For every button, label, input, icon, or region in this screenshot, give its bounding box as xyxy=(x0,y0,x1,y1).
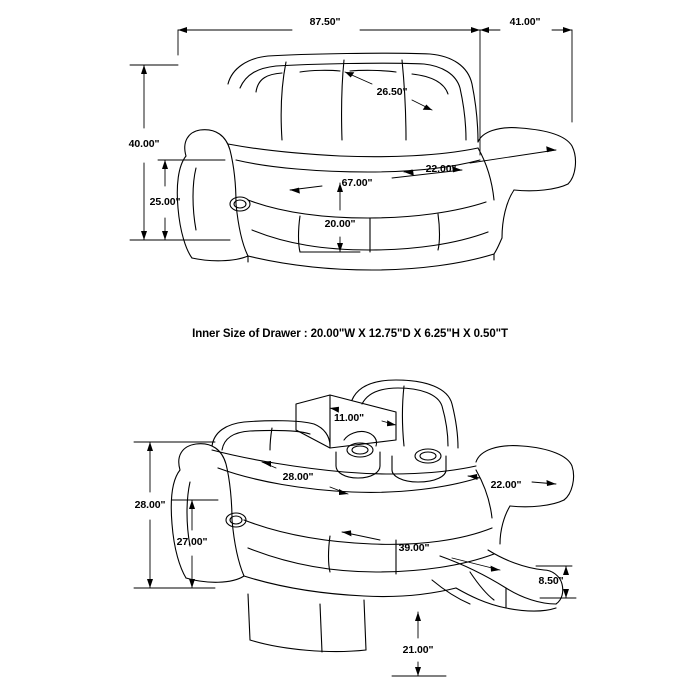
dim-sofa-back-cushion-height: 26.50" xyxy=(376,86,408,98)
dim-sofa-seat-depth: 22.00" xyxy=(425,163,457,175)
dim-sofa-seat-back-height: 25.00" xyxy=(149,196,181,208)
dim-sofa-seat-height: 20.00" xyxy=(324,218,356,230)
dim-sofa-seat-width: 67.00" xyxy=(341,177,373,189)
dim-sofa-overall-height: 40.00" xyxy=(128,138,160,150)
dim-loveseat-overall-height: 28.00" xyxy=(134,499,166,511)
dim-sofa-overall-width: 87.50" xyxy=(309,16,341,28)
drawer-inner-size-note: Inner Size of Drawer : 20.00"W X 12.75"D X 6.25"H X 0.50"T xyxy=(192,328,508,340)
dim-sofa-recline-extension: 41.00" xyxy=(509,16,541,28)
dim-loveseat-back-cushion: 28.00" xyxy=(282,471,314,483)
dim-loveseat-seat-width: 39.00" xyxy=(398,542,430,554)
dim-loveseat-footrest-height: 8.50" xyxy=(538,575,564,587)
dim-loveseat-console-width: 11.00" xyxy=(333,412,365,424)
dim-loveseat-seat-depth: 22.00" xyxy=(490,479,522,491)
dim-loveseat-depth: 21.00" xyxy=(402,644,434,656)
dim-loveseat-back-height: 27.00" xyxy=(176,536,208,548)
